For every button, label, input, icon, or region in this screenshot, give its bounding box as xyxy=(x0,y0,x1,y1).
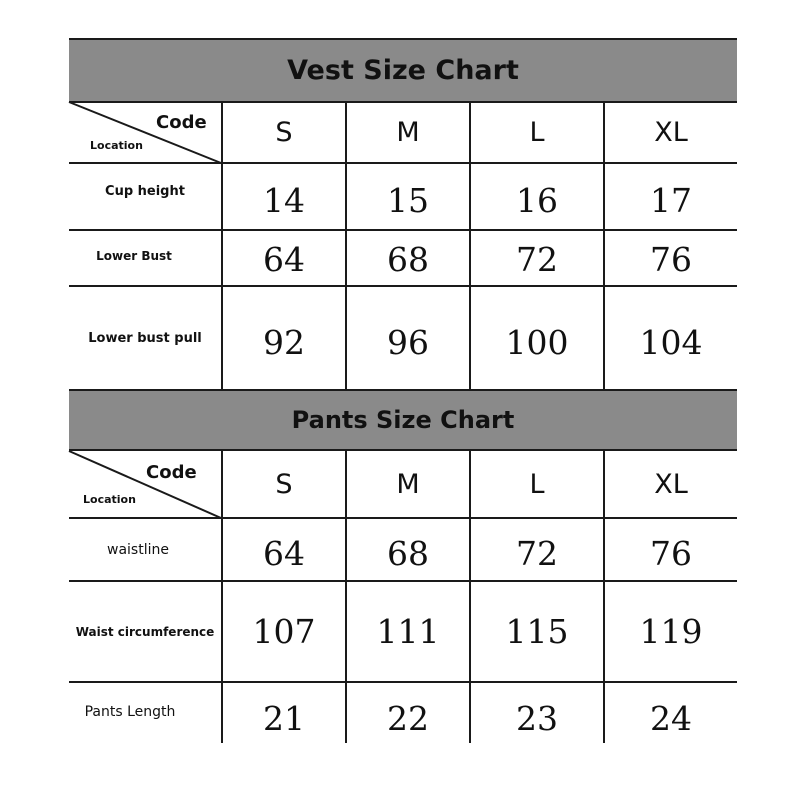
value-cell: 22 xyxy=(387,698,429,738)
value-cell: 96 xyxy=(387,322,429,362)
value-cell: 119 xyxy=(639,612,703,651)
value-cell: 17 xyxy=(650,181,692,220)
value-cell: 76 xyxy=(650,533,692,573)
row-label: Lower bust pull xyxy=(88,330,202,346)
value-cell: 104 xyxy=(639,322,703,362)
value-cell: 72 xyxy=(516,239,558,279)
vest-title: Vest Size Chart xyxy=(69,38,737,102)
row-label: Cup height xyxy=(105,184,185,199)
corner-location-label: Location xyxy=(90,139,143,152)
size-header-m: M xyxy=(396,468,420,500)
size-header-s: S xyxy=(275,468,293,500)
size-header-xl: XL xyxy=(654,468,688,500)
size-header-m: M xyxy=(396,117,420,148)
row-label: waistline xyxy=(107,541,169,558)
value-cell: 23 xyxy=(516,698,558,738)
value-cell: 76 xyxy=(650,239,692,279)
corner-code-label: Code xyxy=(146,462,197,483)
size-header-l: L xyxy=(529,468,545,500)
size-header-xl: XL xyxy=(654,117,688,148)
size-header-s: S xyxy=(275,117,293,148)
value-cell: 100 xyxy=(505,322,569,362)
value-cell: 92 xyxy=(263,322,305,362)
row-label: Pants Length xyxy=(84,704,176,720)
value-cell: 64 xyxy=(263,533,305,573)
value-cell: 64 xyxy=(263,239,305,279)
value-cell: 14 xyxy=(263,181,305,220)
value-cell: 68 xyxy=(387,239,429,279)
value-cell: 107 xyxy=(252,612,316,651)
corner-location-label: Location xyxy=(83,493,136,506)
value-cell: 21 xyxy=(263,698,305,738)
row-label: Lower Bust xyxy=(96,249,172,263)
value-cell: 68 xyxy=(387,533,429,573)
value-cell: 115 xyxy=(505,612,569,651)
value-cell: 16 xyxy=(516,181,558,220)
value-cell: 72 xyxy=(516,533,558,573)
value-cell: 111 xyxy=(376,612,440,651)
pants-title: Pants Size Chart xyxy=(69,391,737,449)
value-cell: 15 xyxy=(387,181,429,220)
row-label: Waist circumference xyxy=(75,624,215,639)
value-cell: 24 xyxy=(650,698,692,738)
size-header-l: L xyxy=(529,117,545,148)
corner-code-label: Code xyxy=(156,112,207,133)
